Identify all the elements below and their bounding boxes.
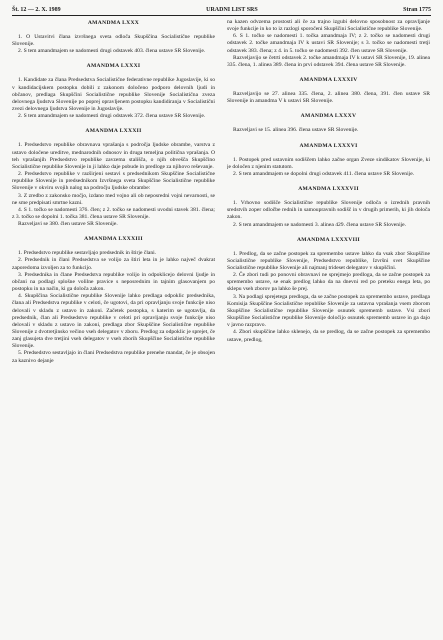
amendment-heading: AMANDMA LXXXIV xyxy=(299,77,358,84)
paragraph: 5. Predsedstvo sestavljajo in člani Predsedstva republike prenehe mandat, če je obsojen za kaznivo dejanje xyxy=(12,350,215,364)
right-column xyxy=(227,19,430,365)
amendment-heading: AMANDMA LXXX xyxy=(87,20,140,26)
paragraph: 1. Predlog, da se začne postopek za spremembo ustave lahko da vsak zbor Skupščine Socialistične republike Slovenije, Predsedstvo republike, Izvršni svet Skupščine Socialistične republike Slovenije ali najmanj trideset delegatov v skupščini. xyxy=(227,250,430,271)
paragraph: 1. O Ustavitvi člana izvršnega sveta odloča Skupščina Socialistične republike Slovenije. xyxy=(12,34,215,48)
amendment-heading: AMANDMA LXXXVI xyxy=(299,142,358,149)
paragraph: 2. Predsedstvo republike v razširjeni sestavi s predsednikom Skupščine Socialistične republike Slovenije in predsednikom Izvršnega sveta Skupščine Socialistične republike Slovenije v okviru svojih nalog na področju ljudske obrambe: xyxy=(12,171,215,192)
paragraph: 1. Postopek pred ustavnim sodiščem lahko začne organ Zveze sindikatov Slovenije, ki je določen z njenim statutom. xyxy=(227,156,430,170)
amendment-heading: AMANDMA LXXXI xyxy=(86,63,141,70)
paragraph: Razveljavijo se četrti odstavek 2. točke amandmaja IV k ustavi SR Slovenije, 19. alinea 335. člena, 1. alinea 389. člena in prvi odstavek 394. člena ustave SR Slovenije. xyxy=(227,54,430,68)
amendment-heading: AMANDMA LXXXV xyxy=(300,113,357,120)
page-number: Stran 1775 xyxy=(403,7,431,13)
publication-title: URADNI LIST SRS xyxy=(206,7,258,13)
paragraph: 1. Predsedstvo republike sestavljajo predsednik in štirje člani. xyxy=(18,250,157,257)
paragraph: 4. Skupščina Socialistične republike Slovenije lahko predlaga odpoklic predsednika, člana ali Predsedstva republike v celoti, če ugotovi, da pri opravljanju svoje funkcije niso delovali v skladu z ustavo in zakoni. Začetek postopka, s katerim se ugotavlja, da predsednik, član ali Predsedstvo republike v celoti pri opravljanju svoje funkcije niso delovali v skladu z ustavo in zakoni, predlaga zbor Skupščine Socialistične republike Slovenije z dvotretjinsko večino vseh delegatov v zboru. Predlog za odpoklic je sprejet, če zanj glasujeta dve tretjini vseh delegatov v vseh zborih Skupščine Socialistične republike Slovenije. xyxy=(12,293,215,350)
paragraph: 2. S tem amandmajem se nadomesti drugi odstavek 372. člena ustave SR Slovenije. xyxy=(18,113,206,120)
paragraph: 2. S tem amandmajem se dopolni drugi odstavek 411. člena ustave SR Slovenije. xyxy=(233,170,415,177)
paragraph: 2. S tem amandmajem se nadomesti drugi odstavek 403. člena ustave SR Slovenije. xyxy=(18,48,206,55)
amendment-heading: AMANDMA LXXXIII xyxy=(84,236,143,243)
paragraph: 1. Vrhovno sodišče Socialistične republike Slovenije odloča o izrednih pravnih sredstvih zoper odločbe rednih in samoupravnih sodišč in v drugih primerih, ki jih določa zakon. xyxy=(227,200,430,221)
paragraph: 1. Kandidate za člana Predsedstva Socialistične federativne republike Jugoslavije, ki so v kandidacijskem postopku dobili z zakonom določeno podporo delovnih ljudi in občanov, predlaga Skupščini Socialistične republike Slovenije Socialistična zveza delovnega ljudstva Slovenije po poprej opravljenem postopku kandidiranja v Socialistični zvezi delovnega ljudstva Slovenije in Jugoslavije. xyxy=(12,77,215,113)
paragraph: Razveljavijo se 27. alinea 335. člena, 2. alinea 380. člena, 391. člen ustave SR Slovenije in amandma V k ustavi SR Slovenije. xyxy=(227,91,430,105)
paragraph: 4. Zbori skupščine lahko sklenejo, da se predlog, da se začne postopek za spremembo ustave, predlog, xyxy=(227,329,430,343)
paragraph: 4. S 1. točko se nadomesti 376. člen; z 2. točko se nadomesti uvodni stavek 381. člena; z 3. točko se dopolni 1. točka 381. člena ustave SR Slovenije. xyxy=(12,206,215,220)
amendment-heading: AMANDMA LXXXVII xyxy=(298,186,359,193)
paragraph: Razveljavi se 380. člen ustave SR Slovenije. xyxy=(18,221,118,228)
amendment-heading: AMANDMA LXXXVIII xyxy=(296,236,361,243)
paragraph: 1. Predsedstvo republike obravnava vprašanja s področja ljudske obrambe, varstva z ustavo določene ureditve, mednarodnih odnosov in druga temeljna politična vprašanja. O teh vprašanjih Predsedstvo republike zavzema stališča, o njih obvešča Skupščino Socialistične republike Slovenije in ji lahko daje pobude in predloge za njihovo reševanje. xyxy=(12,142,215,170)
paragraph: 2. Predsednik in člani Predsedstva se volijo za štiri leta in je lahko največ dvakrat zaporedoma izvoljen za to funkcijo. xyxy=(12,257,215,271)
issue-date: Št. 12 — 2. X. 1989 xyxy=(12,7,61,13)
paragraph: na kazen odvzema prostosti ali če za trajno izgubi delovno sposobnost za opravljanje svoje funkcije in ko to iz razlogi sporočeni Skupščini Socialistične republike Slovenije. xyxy=(227,19,430,33)
page-header xyxy=(12,6,431,16)
amendment-heading: AMANDMA LXXXII xyxy=(85,128,142,135)
paragraph: 2. S tem amandmajem se nadomesti 3. alinea 429. člena ustave SR Slovenije. xyxy=(233,221,407,228)
left-column xyxy=(12,19,215,365)
paragraph: 2. Če zbori tudi po ponovni obravnavi ne sprejmejo predloga, da se začne postopek za spremembo ustave, se enak predlog lahko da na dnevni red po preteku enega leta, po sklepu vseh zborov pa lahko še prej. xyxy=(227,272,430,293)
paragraph: 6. S 1. točko se nadomesti 1. točka amandmaja IV; z 2. točko se nadomesti drugi odstavek 2. točke amandmaja IV k ustavi SR Slovenije; s 3. točko se nadomesti tretji odstavek 383. člena; z 4. in 5. točko se nadomesti 392. člen ustave SR Slovenije. xyxy=(227,33,430,54)
paragraph: Razveljavi se 15. alinea 396. člena ustave SR Slovenije. xyxy=(233,127,359,134)
paragraph: 3. Z zredbo z zakonsko močjo, izdano med vojno ali ob neposredni vojni nevarnosti, se ne sme predpisati smrtne kazni. xyxy=(12,192,215,206)
paragraph: 3. Predsednika in člane Predsedstva republike volijo in odpoklicejo delovni ljudje in občani na podlagi splošne volilne pravice s neposrednim in tajnim glasovanjem po postopku in na način, ki ga določa zakon. xyxy=(12,271,215,293)
paragraph: 3. Na podlagi sprejetega predloga, da se začne postopek za spremembo ustave, predlaga Komisija Skupščine Socialistične republike Slovenije za ustavna vprašanja vsem zborom Skupščine Socialistične republike Slovenije osnutek sprememb ustave. Vsi zbori Skupščine Socialistične republike Slovenije določijo osnutek sprememb ustave in ga dajo v javno razpravo. xyxy=(227,293,430,329)
